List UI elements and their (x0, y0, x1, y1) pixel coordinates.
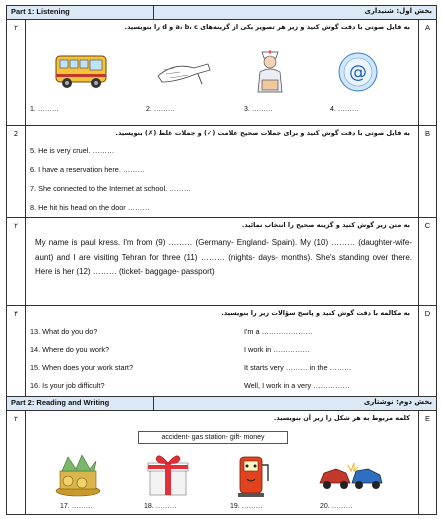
instruction-b: به فایل صوتی با دقت گوش کنید و برای جملات صحیح علامت (✓) و جملات غلط (✗) بنویسید. (115, 129, 410, 137)
label-17: 17. ……… (60, 503, 93, 510)
section-e (7, 411, 436, 514)
listening-passage: My name is paul kress. I'm from (9) ……… (Germany- England- Spain). My (10) ……… (daughter-wife-aunt) and I are visiting Tehran for three (11) ……… (nights- days- months). She's standing over there. Here is her (12) ……… (ticket- baggage- passport) (35, 238, 412, 276)
part2-separator (153, 397, 154, 410)
gas-pump-icon (232, 451, 272, 499)
label-19: 19. ……… (230, 503, 263, 510)
score-b: 2 (7, 126, 26, 217)
nurse-icon (250, 46, 290, 96)
internet-icon (336, 50, 380, 94)
answer-13: I'm a ………………… (244, 327, 313, 336)
question-16: 16. Is your job difficult? (30, 381, 105, 390)
answer-15: It starts very ……… in the ……… (244, 363, 352, 372)
car-crash-icon (318, 459, 384, 495)
section-c (7, 218, 436, 306)
score-c: ۲ (7, 218, 26, 305)
section-b (7, 126, 436, 218)
section-a (7, 20, 436, 126)
section-d (7, 306, 436, 397)
letter-b: B (418, 126, 436, 217)
hair-dryer-icon (154, 58, 214, 88)
label-1: 1. ……… (30, 106, 59, 113)
score-a: ۲ (7, 20, 26, 125)
label-20: 20. ……… (320, 503, 353, 510)
label-4: 4. ……… (330, 106, 359, 113)
score-d: ۴ (7, 306, 26, 396)
score-e: ۲ (7, 411, 26, 514)
statement-6: 6. I have a reservation here. ……… (30, 165, 145, 174)
part1-separator (153, 6, 154, 19)
label-3: 3. ……… (244, 106, 273, 113)
word-bank: accident- gas station- gift- money (138, 431, 288, 444)
label-18: 18. ……… (144, 503, 177, 510)
svg-text:@: @ (349, 62, 367, 83)
answer-16: Well, I work in a very …………… (244, 381, 350, 390)
answer-14: I work in …………… (244, 345, 310, 354)
letter-a: A (418, 20, 436, 125)
instruction-a: به فایل صوتی با دقت گوش کنید و زیر هر تصویر یکی از گزینه‌های a، b، c و d را بنویسید. (124, 23, 410, 31)
part2-title-fa: بخش دوم: نوشتاری (363, 398, 432, 406)
question-14: 14. Where do you work? (30, 345, 110, 354)
statement-7: 7. She connected to the Internet at school. ……… (30, 184, 192, 193)
letter-e: E (418, 411, 436, 514)
part2-title: Part 2: Reading and Writing (11, 398, 110, 407)
gift-icon (144, 451, 192, 499)
statement-8: 8. He hit his head on the door ……… (30, 203, 150, 212)
question-15: 15. When does your work start? (30, 363, 134, 372)
part1-title: Part 1: Listening (11, 7, 70, 16)
letter-d: D (418, 306, 436, 396)
instruction-c: به متن زیر گوش کنید و گزینه صحیح را انتخاب نمائید. (241, 221, 410, 229)
letter-c: C (418, 218, 436, 305)
part1-header (7, 6, 436, 20)
part1-title-fa: بخش اول: شنیداری (364, 7, 432, 15)
money-icon (50, 453, 106, 497)
statement-5: 5. He is very cruel. ……… (30, 146, 115, 155)
exam-page (6, 5, 437, 515)
question-13: 13. What do you do? (30, 327, 98, 336)
bus-icon (54, 50, 110, 92)
label-2: 2. ……… (146, 106, 175, 113)
instruction-e: کلمه مربوط به هر شکل را زیر آن بنویسید. (273, 414, 410, 422)
instruction-d: به مکالمه با دقت گوش کنید و پاسخ سؤالات زیر را بنویسید. (221, 309, 410, 317)
part2-header (7, 397, 436, 411)
